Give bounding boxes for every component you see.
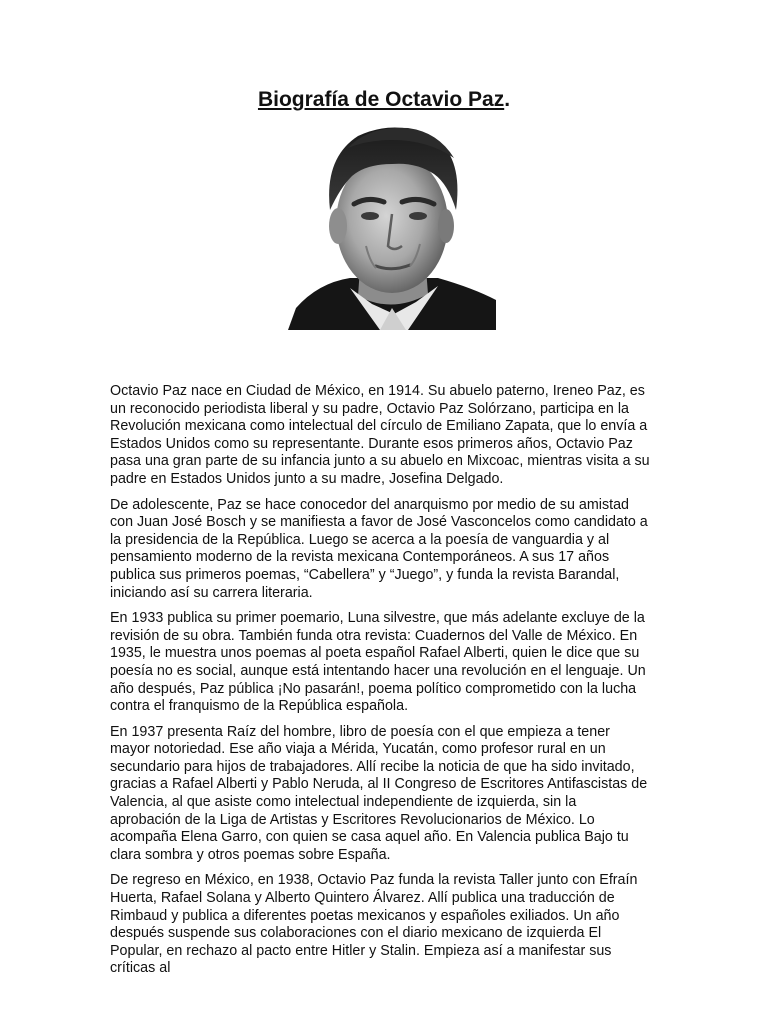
paragraph: Octavio Paz nace en Ciudad de México, en 1914. Su abuelo paterno, Ireneo Paz, es un reconocido periodista liberal y su padre, Octavio Paz Solórzano, participa en la Revolución mexicana como intelectual del círculo de Emiliano Zapata, que lo envía a Estados Unidos como su representante. Durante esos primeros años, Octavio Paz pasa una gran parte de su infancia junto a su abuelo en Mixcoac, mientras visita a su padre en Estados Unidos junto a su madre, Josefina Delgado. xyxy=(110,383,650,487)
title-period: . xyxy=(504,88,511,111)
paragraph: En 1933 publica su primer poemario, Luna silvestre, que más adelante excluye de la revisión de su obra. También funda otra revista: Cuadernos del Valle de México. En 1935, le muestra unos poemas al poeta español Rafael Alberti, quien le dice que su poesía no es social, aunque está intentando hacer una revolución en el lenguaje. Un año después, Paz pública ¡No pasarán!, poema político comprometido con la lucha contra el franquismo de la República española. xyxy=(110,610,646,715)
title-text: Biografía de Octavio Paz xyxy=(257,88,505,111)
portrait-photo xyxy=(288,118,496,330)
paragraph: De adolescente, Paz se hace conocedor del anarquismo por medio de su amistad con Juan José Bosch y se manifiesta a favor de José Vasconcelos como candidato a la presidencia de la República. Luego se acerca a la poesía de vanguardia y al pensamiento moderno de la revista mexicana Contemporáneos. A sus 17 años publica sus primeros poemas, “Cabellera” y “Juego”, y funda la revista Barandal, iniciando así su carrera literaria. xyxy=(110,496,648,601)
paragraph: En 1937 presenta Raíz del hombre, libro de poesía con el que empieza a tener mayor notoriedad. Ese año viaja a Mérida, Yucatán, como profesor rural en un secundario para hijos de trabajadores. Allí recibe la noticia de que ha sido invitado, gracias a Rafael Alberti y Pablo Neruda, al II Congreso de Escritores Antifascistas de Valencia, al que asiste como intelectual independiente de izquierda, sin la aprobación de la Liga de Artistas y Escritores Revolucionarios de México. Lo acompaña Elena Garro, con quien se casa aquel año. En Valencia publica Bajo tu clara sombra y otros poemas sobre España. xyxy=(110,723,648,863)
paragraph: De regreso en México, en 1938, Octavio Paz funda la revista Taller junto con Efraín Huerta, Rafael Solana y Alberto Quintero Álvarez. Allí publica una traducción de Rimbaud y publica a diferentes poetas mexicanos y españoles exiliados. Un año después suspende sus colaboraciones con el diario mexicano de izquierda El Popular, en rechazo al pacto entre Hitler y Stalin. Empieza así a manifestar sus críticas al xyxy=(110,872,638,977)
document-title xyxy=(0,86,768,114)
biography-body xyxy=(110,383,650,986)
